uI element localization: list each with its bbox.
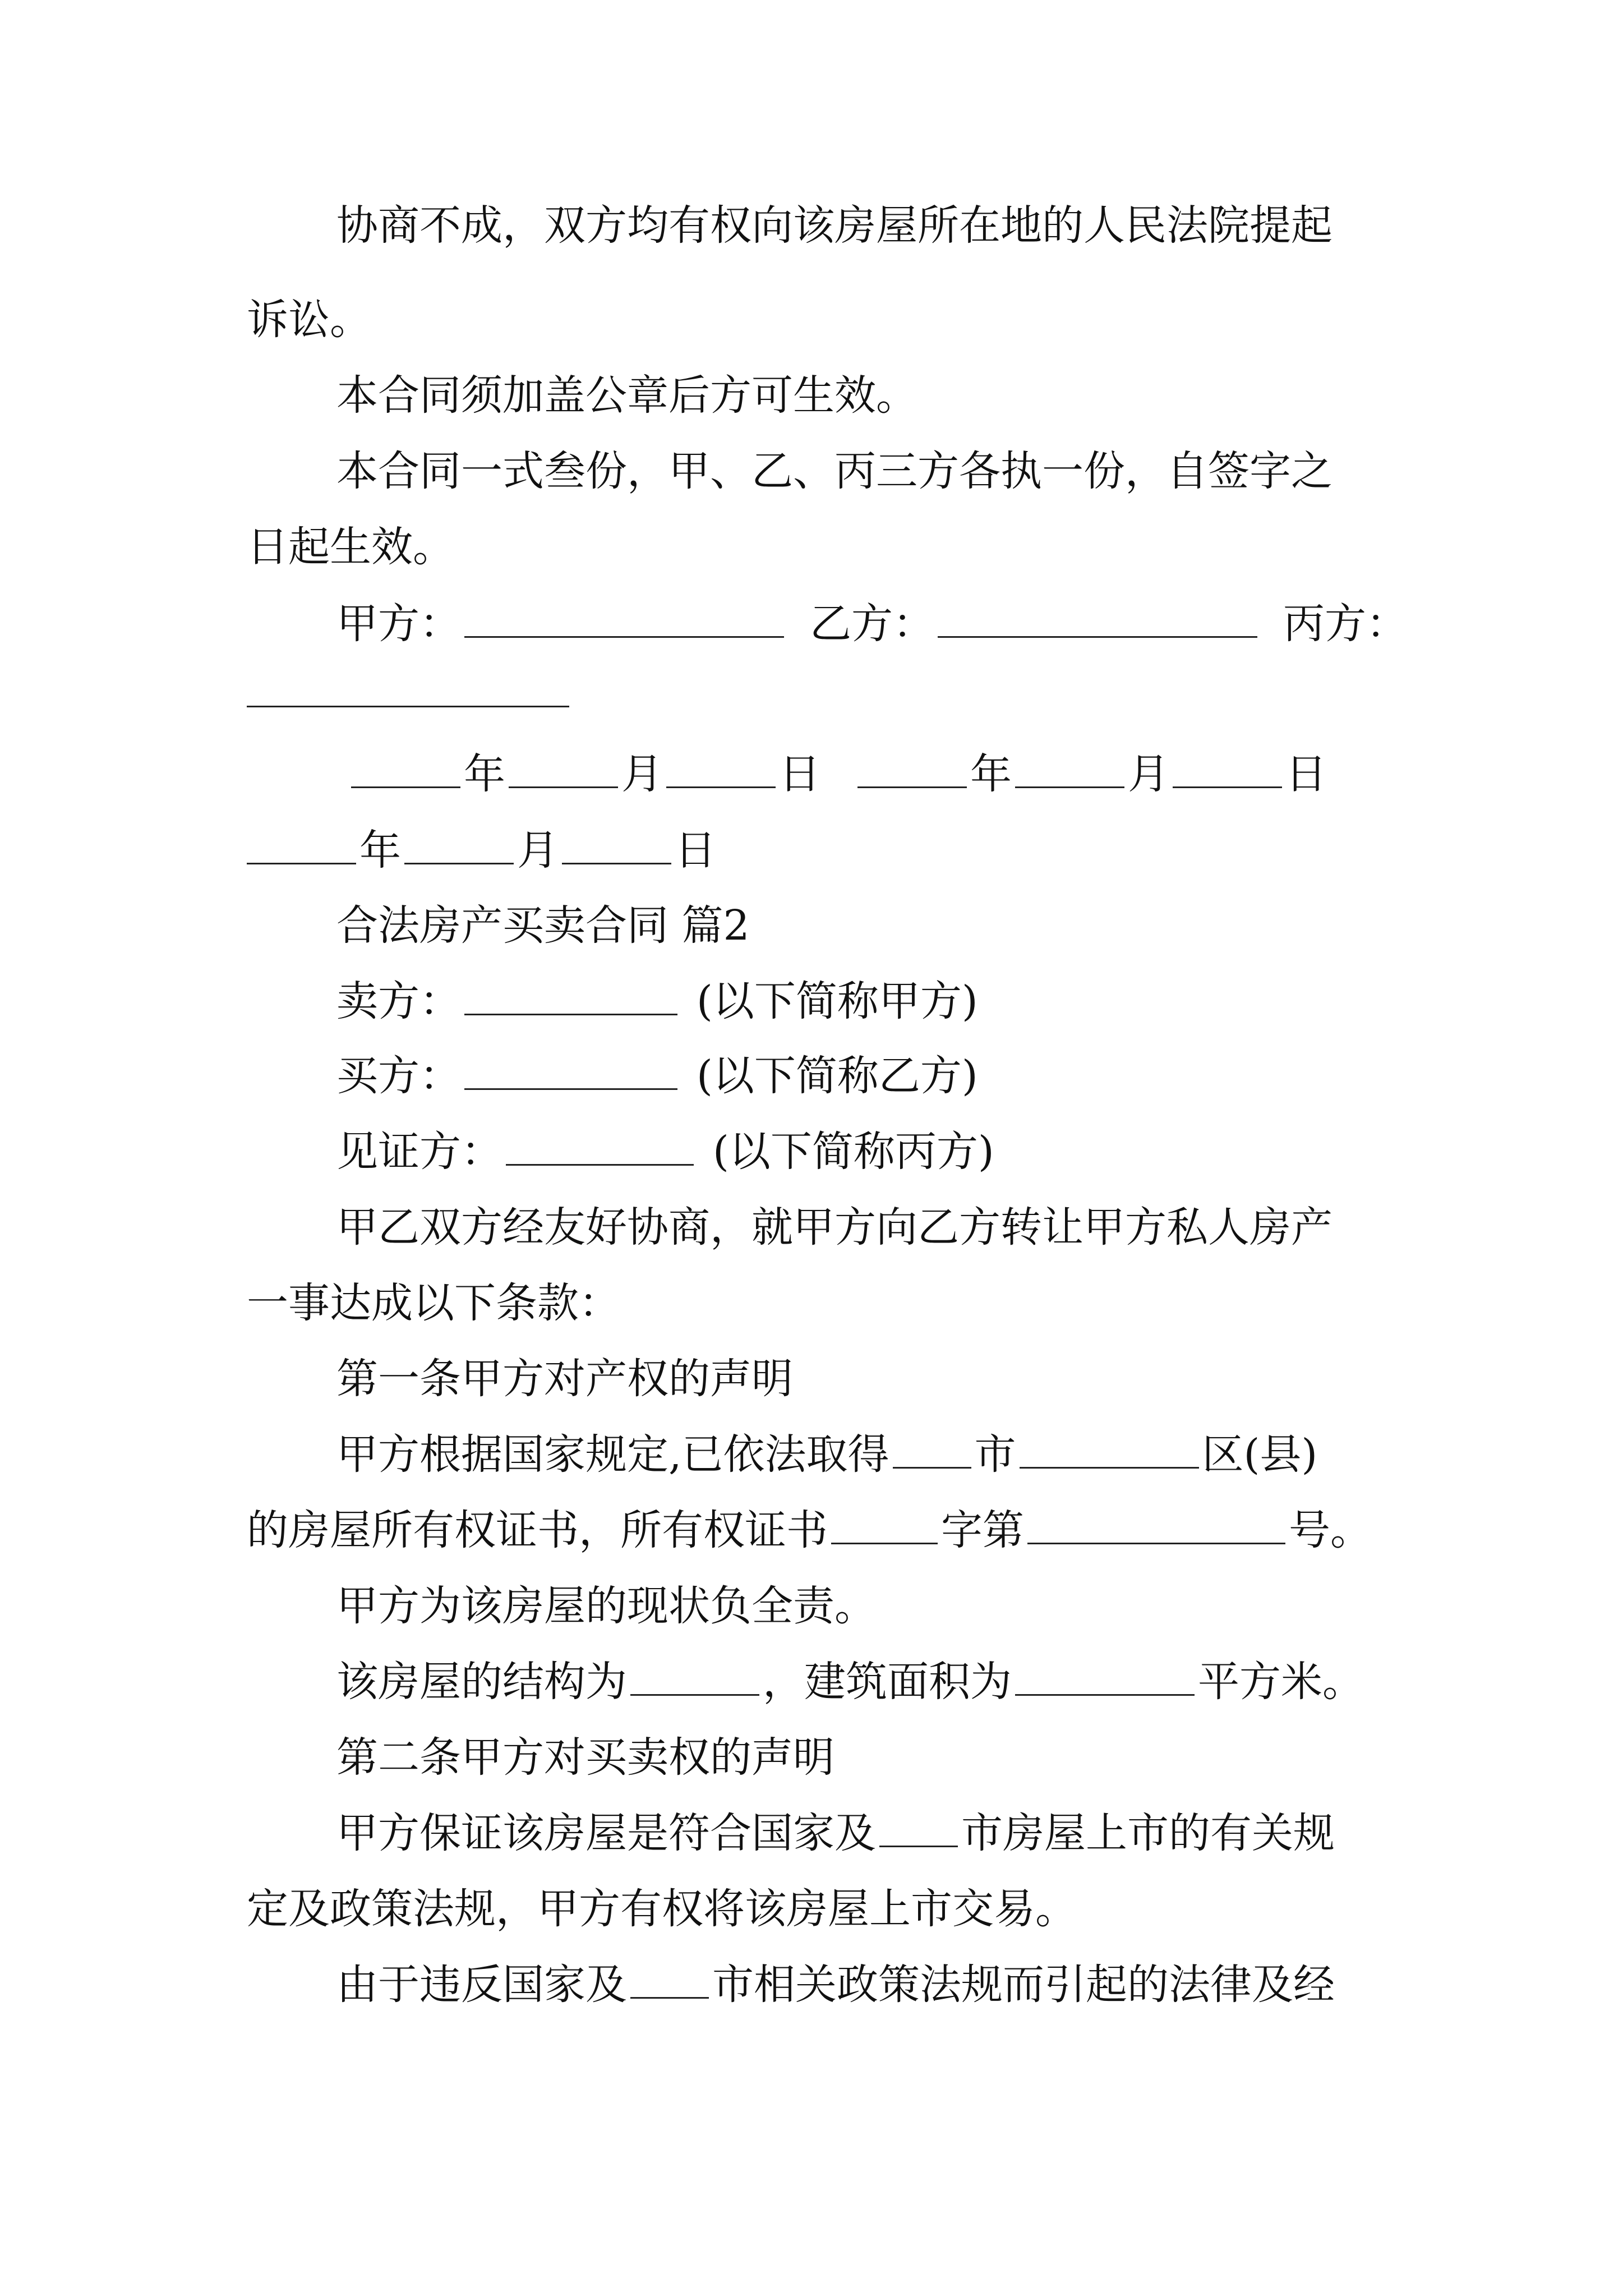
- structure-blank: [630, 1694, 759, 1696]
- seller-line: [336, 973, 978, 1029]
- city-blank: [893, 1466, 971, 1469]
- date-line: [247, 822, 716, 878]
- date-line: [348, 746, 1327, 802]
- witness-label: 见证方：: [336, 1128, 502, 1176]
- body-line: 本合同一式叁份，甲、乙、丙三方各执一份，自签字之: [336, 447, 1332, 495]
- seller-label: 卖方：: [336, 977, 461, 1025]
- city-blank: [630, 1996, 709, 1999]
- body-line: 本合同须加盖公章后方可生效。: [336, 371, 917, 420]
- witness-blank: [506, 1163, 694, 1166]
- month-label: 月: [1128, 750, 1169, 798]
- body-line: 诉讼。: [247, 296, 371, 344]
- body-line: 由于违反国家及 市相关政策法规而引起的法律及经: [336, 1961, 1335, 2009]
- section-title: 合法房产买卖合同 篇2: [336, 901, 750, 950]
- party-a-label: 甲方：: [336, 600, 461, 648]
- certificate-char-blank: [831, 1542, 938, 1544]
- day-label: 日: [779, 750, 820, 798]
- day-label: 日: [675, 826, 716, 875]
- buyer-note: (以下简称乙方): [697, 1052, 978, 1100]
- day-label: 日: [1285, 750, 1327, 798]
- witness-line: [336, 1124, 994, 1180]
- signature-line: [336, 596, 1408, 652]
- seller-note: (以下简称甲方): [697, 977, 978, 1025]
- body-line: 日起生效。: [247, 523, 454, 571]
- party-c-label: 丙方：: [1283, 600, 1408, 648]
- area-blank: [1015, 1694, 1195, 1696]
- seller-blank: [464, 1013, 677, 1015]
- buyer-line: [336, 1048, 978, 1104]
- article-title: 第一条甲方对产权的声明: [336, 1355, 793, 1403]
- month-label: 月: [621, 750, 663, 798]
- certificate-number-blank: [1027, 1542, 1285, 1544]
- body-line: 该房屋的结构为 ，建筑面积为 平方米。: [336, 1658, 1364, 1706]
- party-a-blank: [464, 636, 784, 638]
- party-b-blank: [938, 636, 1257, 638]
- month-label: 月: [517, 826, 559, 875]
- year-label: 年: [359, 826, 401, 875]
- body-line: 甲方为该房屋的现状负全责。: [336, 1582, 876, 1630]
- body-line: 甲方根据国家规定,已依法取得 市 区(县): [336, 1430, 1318, 1479]
- buyer-blank: [464, 1088, 677, 1090]
- city-blank: [879, 1845, 958, 1847]
- year-label: 年: [970, 750, 1012, 798]
- body-line: 甲乙双方经友好协商，就甲方向乙方转让甲方私人房产: [336, 1203, 1332, 1251]
- party-b-label: 乙方：: [810, 600, 934, 648]
- body-line: 甲方保证该房屋是符合国家及 市房屋上市的有关规: [336, 1809, 1335, 1857]
- article-title: 第二条甲方对买卖权的声明: [336, 1733, 834, 1782]
- year-label: 年: [464, 750, 505, 798]
- body-line: 定及政策法规，甲方有权将该房屋上市交易。: [247, 1885, 1077, 1933]
- party-c-blank-line: [247, 665, 573, 721]
- body-line: 的房屋所有权证书，所有权证书 字第 号。: [247, 1506, 1372, 1554]
- buyer-label: 买方：: [336, 1052, 461, 1100]
- body-line: 一事达成以下条款：: [247, 1279, 620, 1327]
- party-c-blank: [247, 705, 569, 707]
- body-line: 协商不成，双方均有权向该房屋所在地的人民法院提起: [336, 201, 1332, 250]
- district-blank: [1020, 1466, 1199, 1469]
- witness-note: (以下简称丙方): [713, 1128, 994, 1176]
